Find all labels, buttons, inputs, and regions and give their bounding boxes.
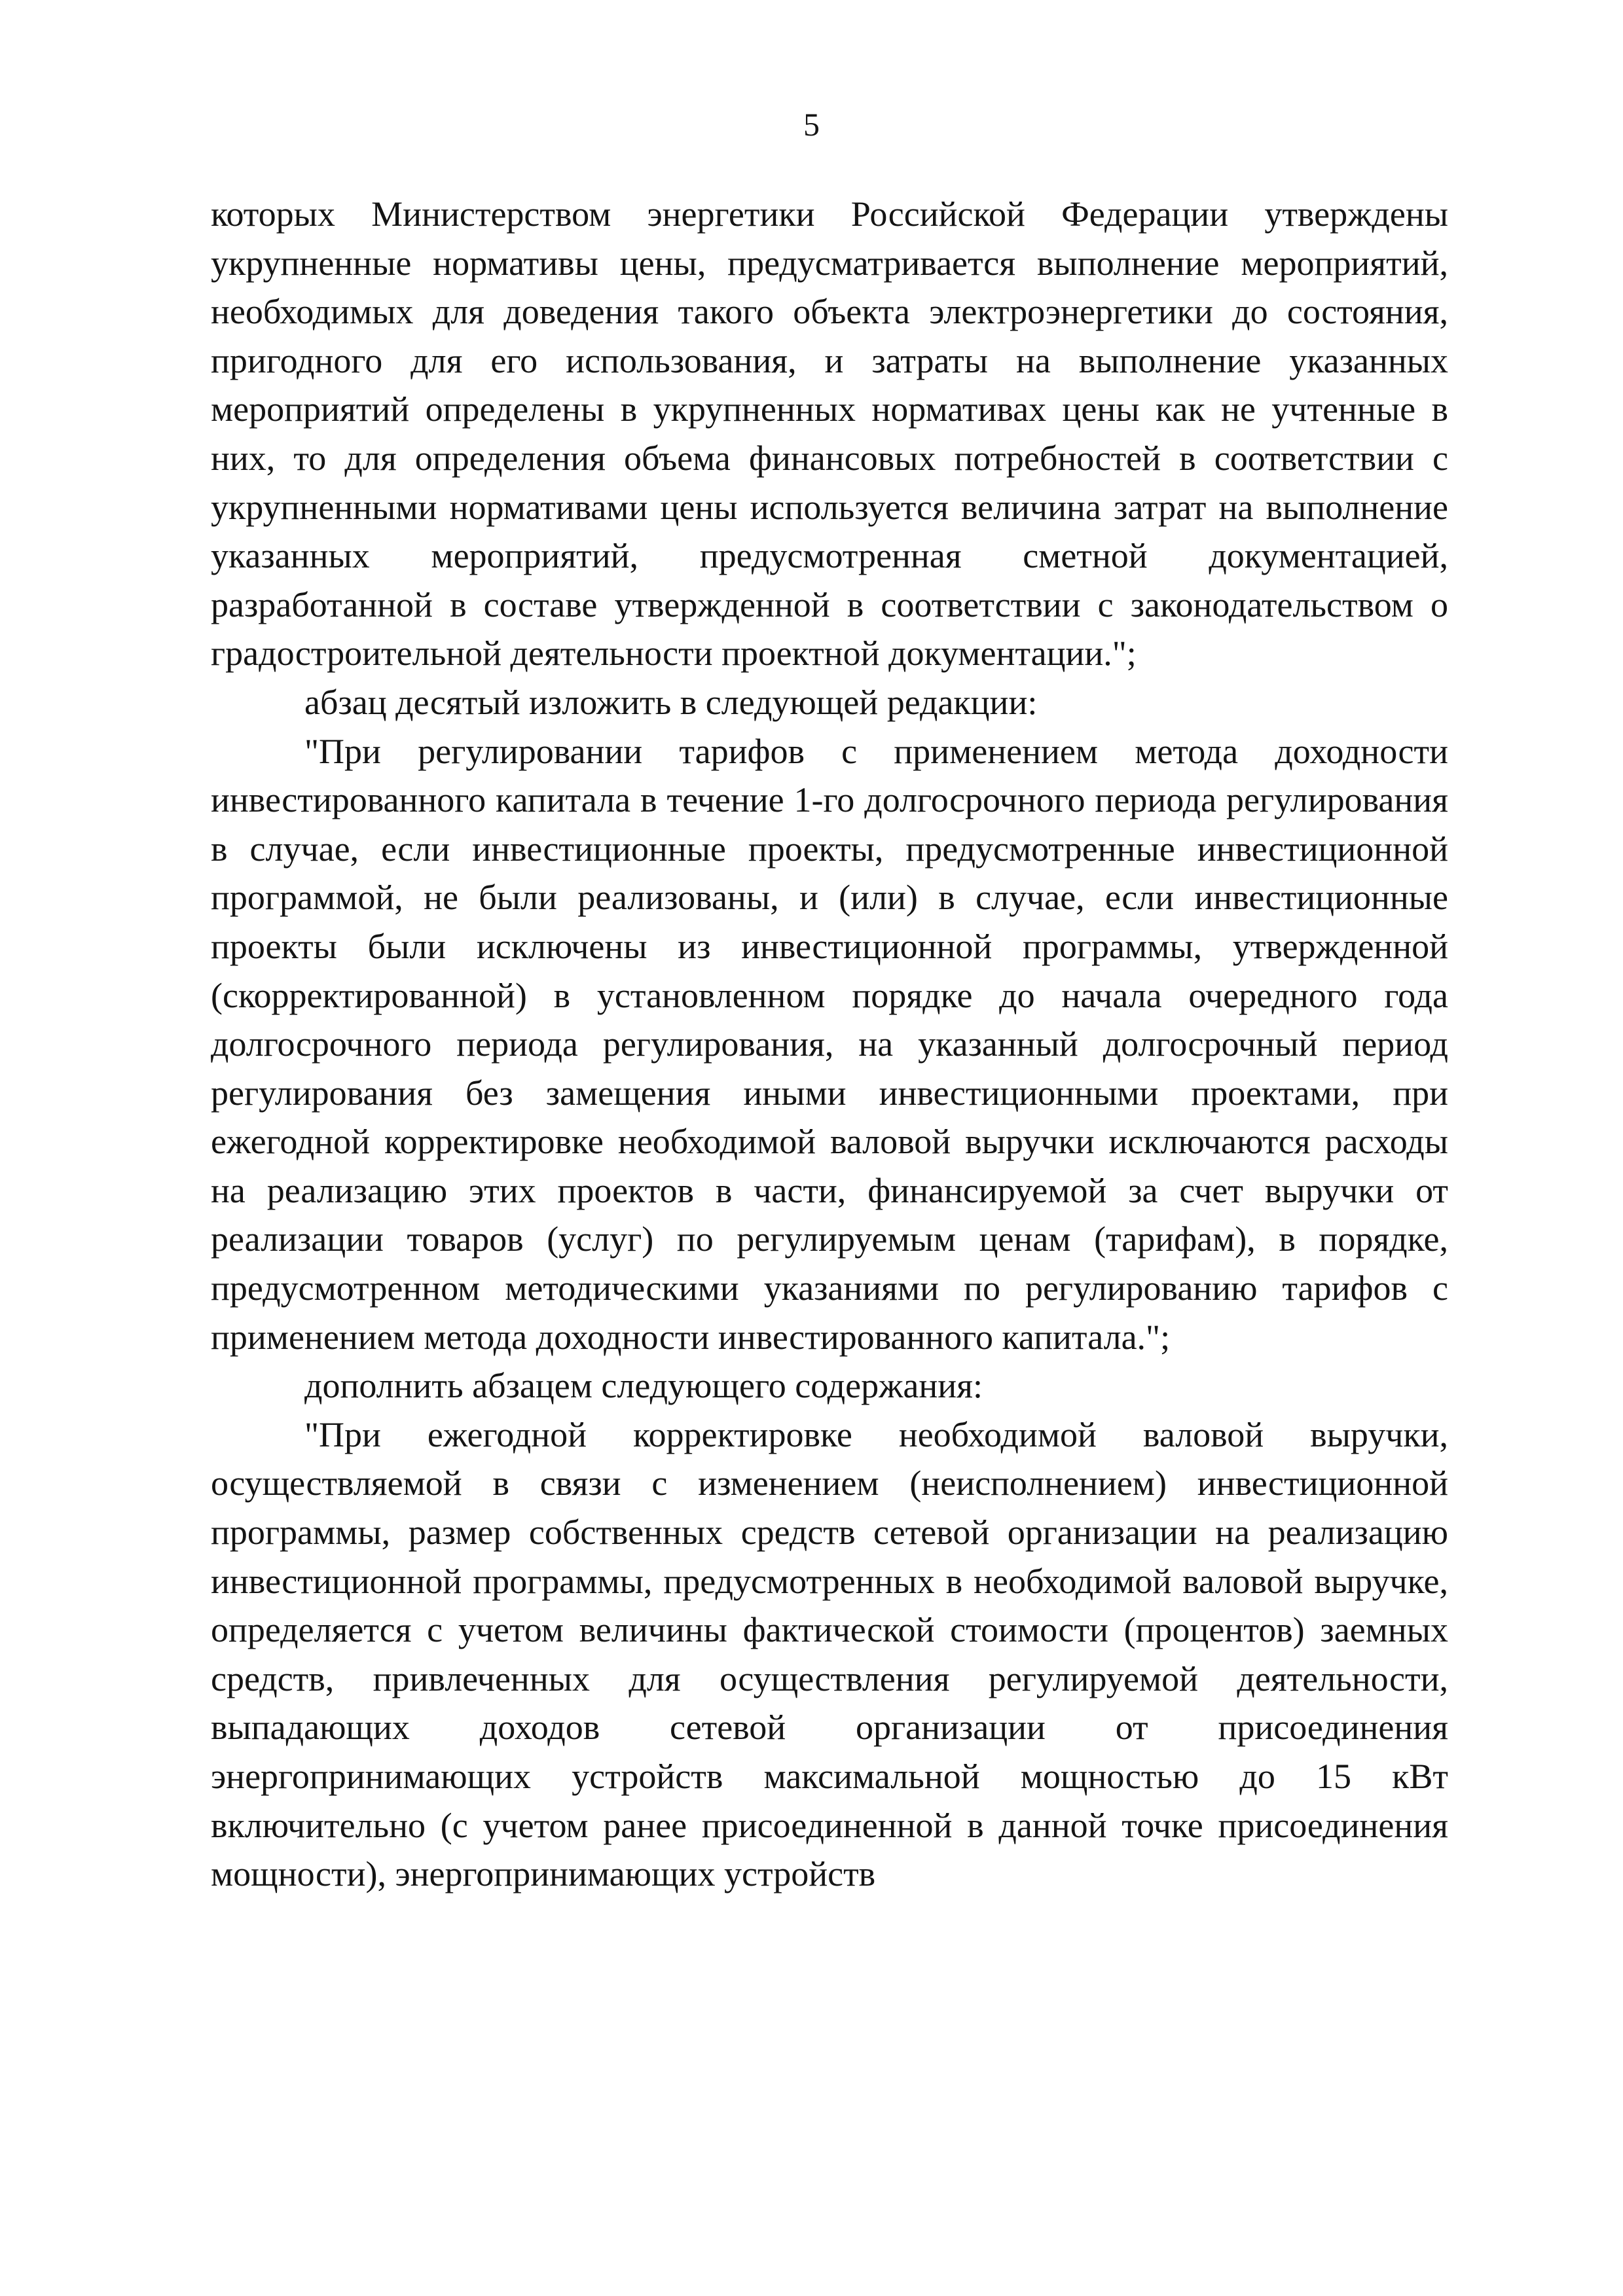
paragraph-quoted-regulation: "При регулировании тарифов с применением метода доходности инвестированного капитала в течение 1-го долгосрочного периода регулирования в случае, если инвестиционные проекты, предусмотренные инвестиционной программой, не были реализованы, и (или) в случае, если инвестиционные проекты были исключены из инвестиционной программы, утвержденной (скорректированной) в установленном порядке до начала очередного года долгосрочного периода регулирования, на указанный долгосрочный период регулирования без замещения иными инвестиционными проектами, при ежегодной корректировке необходимой валовой выручки исключаются расходы на реализацию этих проектов в части, финансируемой за счет выручки от реализации товаров (услуг) по регулируемым ценам (тарифам), в порядке, предусмотренном методическими указаниями по регулированию тарифов с применением метода доходности инвестированного капитала."; <box>211 731 1448 1357</box>
paragraph-continuation: которых Министерством энергетики Российской Федерации утверждены укрупненные нормативы цены, предусматривается выполнение мероприятий, необходимых для доведения такого объекта электроэнергетики до состояния, пригодного для его использования, и затраты на выполнение указанных мероприятий определены в укрупненных нормативах цены как не учтенные в них, то для определения объема финансовых потребностей в соответствии с укрупненными нормативами цены используется величина затрат на выполнение указанных мероприятий, предусмотренная сметной документацией, разработанной в составе утвержденной в соответствии с законодательством о градостроительной деятельности проектной документации."; <box>211 194 1448 673</box>
page-number: 5 <box>803 106 820 143</box>
document-body <box>211 190 1448 1899</box>
paragraph-quoted-correction: "При ежегодной корректировке необходимой валовой выручки, осуществляемой в связи с изменением (неисполнением) инвестиционной программы, размер собственных средств сетевой организации на реализацию инвестиционной программы, предусмотренных в необходимой валовой выручке, определяется с учетом величины фактической стоимости (процентов) заемных средств, привлеченных для осуществления регулируемой деятельности, выпадающих доходов сетевой организации от присоединения энергопринимающих устройств максимальной мощностью до 15 кВт включительно (с учетом ранее присоединенной в данной точке присоединения мощности), энергопринимающих устройств <box>211 1414 1448 1894</box>
paragraph-instruction-tenth: абзац десятый изложить в следующей редакции: <box>304 682 1038 722</box>
paragraph-instruction-supplement: дополнить абзацем следующего содержания: <box>304 1366 983 1406</box>
